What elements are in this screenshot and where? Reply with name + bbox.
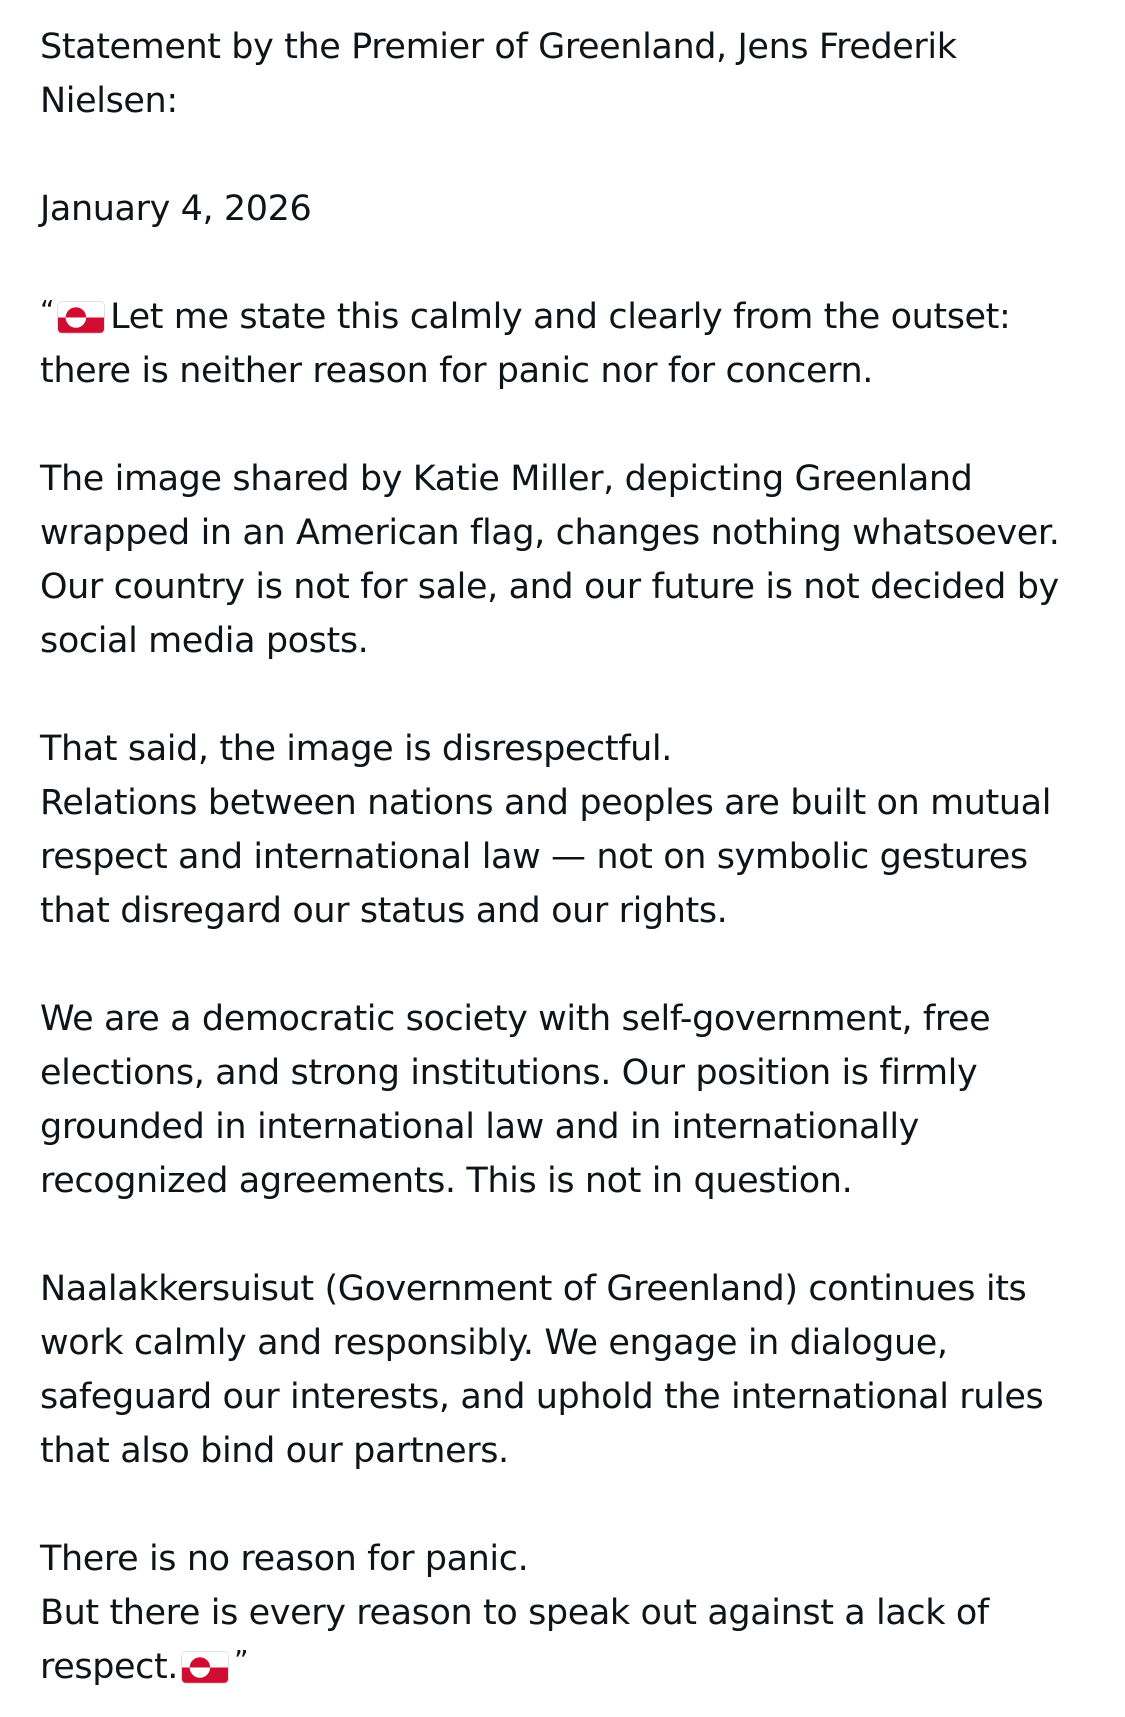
paragraph-spacer <box>40 398 1090 452</box>
paragraph-3-line-2: Relations between nations and peoples are built on mutual <box>40 783 1052 823</box>
paragraph-3-line-3: respect and international law — not on symbolic gestures <box>40 837 1028 877</box>
open-quote-mark: “ <box>40 294 55 327</box>
paragraph-spacer <box>40 128 1090 182</box>
close-quote-mark: ” <box>234 1644 249 1677</box>
paragraph-2-line-2: wrapped in an American flag, changes nothing whatsoever. <box>40 513 1060 553</box>
paragraph-5-line-4: that also bind our partners. <box>40 1431 509 1471</box>
statement-date: January 4, 2026 <box>40 189 312 229</box>
paragraph-spacer <box>40 1478 1090 1532</box>
paragraph-5-line-3: safeguard our interests, and uphold the international rules <box>40 1377 1044 1417</box>
paragraph-spacer <box>40 236 1090 290</box>
greenland-flag-icon <box>182 1652 228 1683</box>
paragraph-spacer <box>40 938 1090 992</box>
paragraph-spacer <box>40 668 1090 722</box>
paragraph-2-line-1: The image shared by Katie Miller, depicting Greenland <box>40 459 973 499</box>
paragraph-3-line-4: that disregard our status and our rights. <box>40 891 728 931</box>
paragraph-4-line-2: elections, and strong institutions. Our position is firmly <box>40 1053 978 1093</box>
paragraph-3-line-1: That said, the image is disrespectful. <box>40 729 672 769</box>
paragraph-5-line-1: Naalakkersuisut (Government of Greenland) continues its <box>40 1269 1027 1309</box>
paragraph-5-line-2: work calmly and responsibly. We engage in dialogue, <box>40 1323 948 1363</box>
paragraph-2-line-3: Our country is not for sale, and our future is not decided by <box>40 567 1059 607</box>
paragraph-1-line-2: there is neither reason for panic nor for concern. <box>40 351 874 391</box>
paragraph-4-line-3: grounded in international law and in internationally <box>40 1107 919 1147</box>
paragraph-6-line-1: There is no reason for panic. <box>40 1539 529 1579</box>
paragraph-4-line-4: recognized agreements. This is not in question. <box>40 1161 853 1201</box>
paragraph-6-line-2: But there is every reason to speak out against a lack of <box>40 1593 989 1633</box>
greenland-flag-icon <box>58 302 104 333</box>
post-text <box>40 20 1090 1694</box>
paragraph-4-line-1: We are a democratic society with self-government, free <box>40 999 991 1039</box>
paragraph-1-line-1 <box>40 290 1090 344</box>
paragraph-6-line-3 <box>40 1640 1090 1694</box>
paragraph-spacer <box>40 1208 1090 1262</box>
paragraph-6-line-3-text: respect. <box>40 1647 179 1687</box>
paragraph-2-line-4: social media posts. <box>40 621 369 661</box>
statement-heading-line-1: Statement by the Premier of Greenland, Jens Frederik <box>40 27 957 67</box>
statement-heading-line-2: Nielsen: <box>40 81 178 121</box>
paragraph-1-line-1-text: Let me state this calmly and clearly from the outset: <box>110 297 1011 337</box>
